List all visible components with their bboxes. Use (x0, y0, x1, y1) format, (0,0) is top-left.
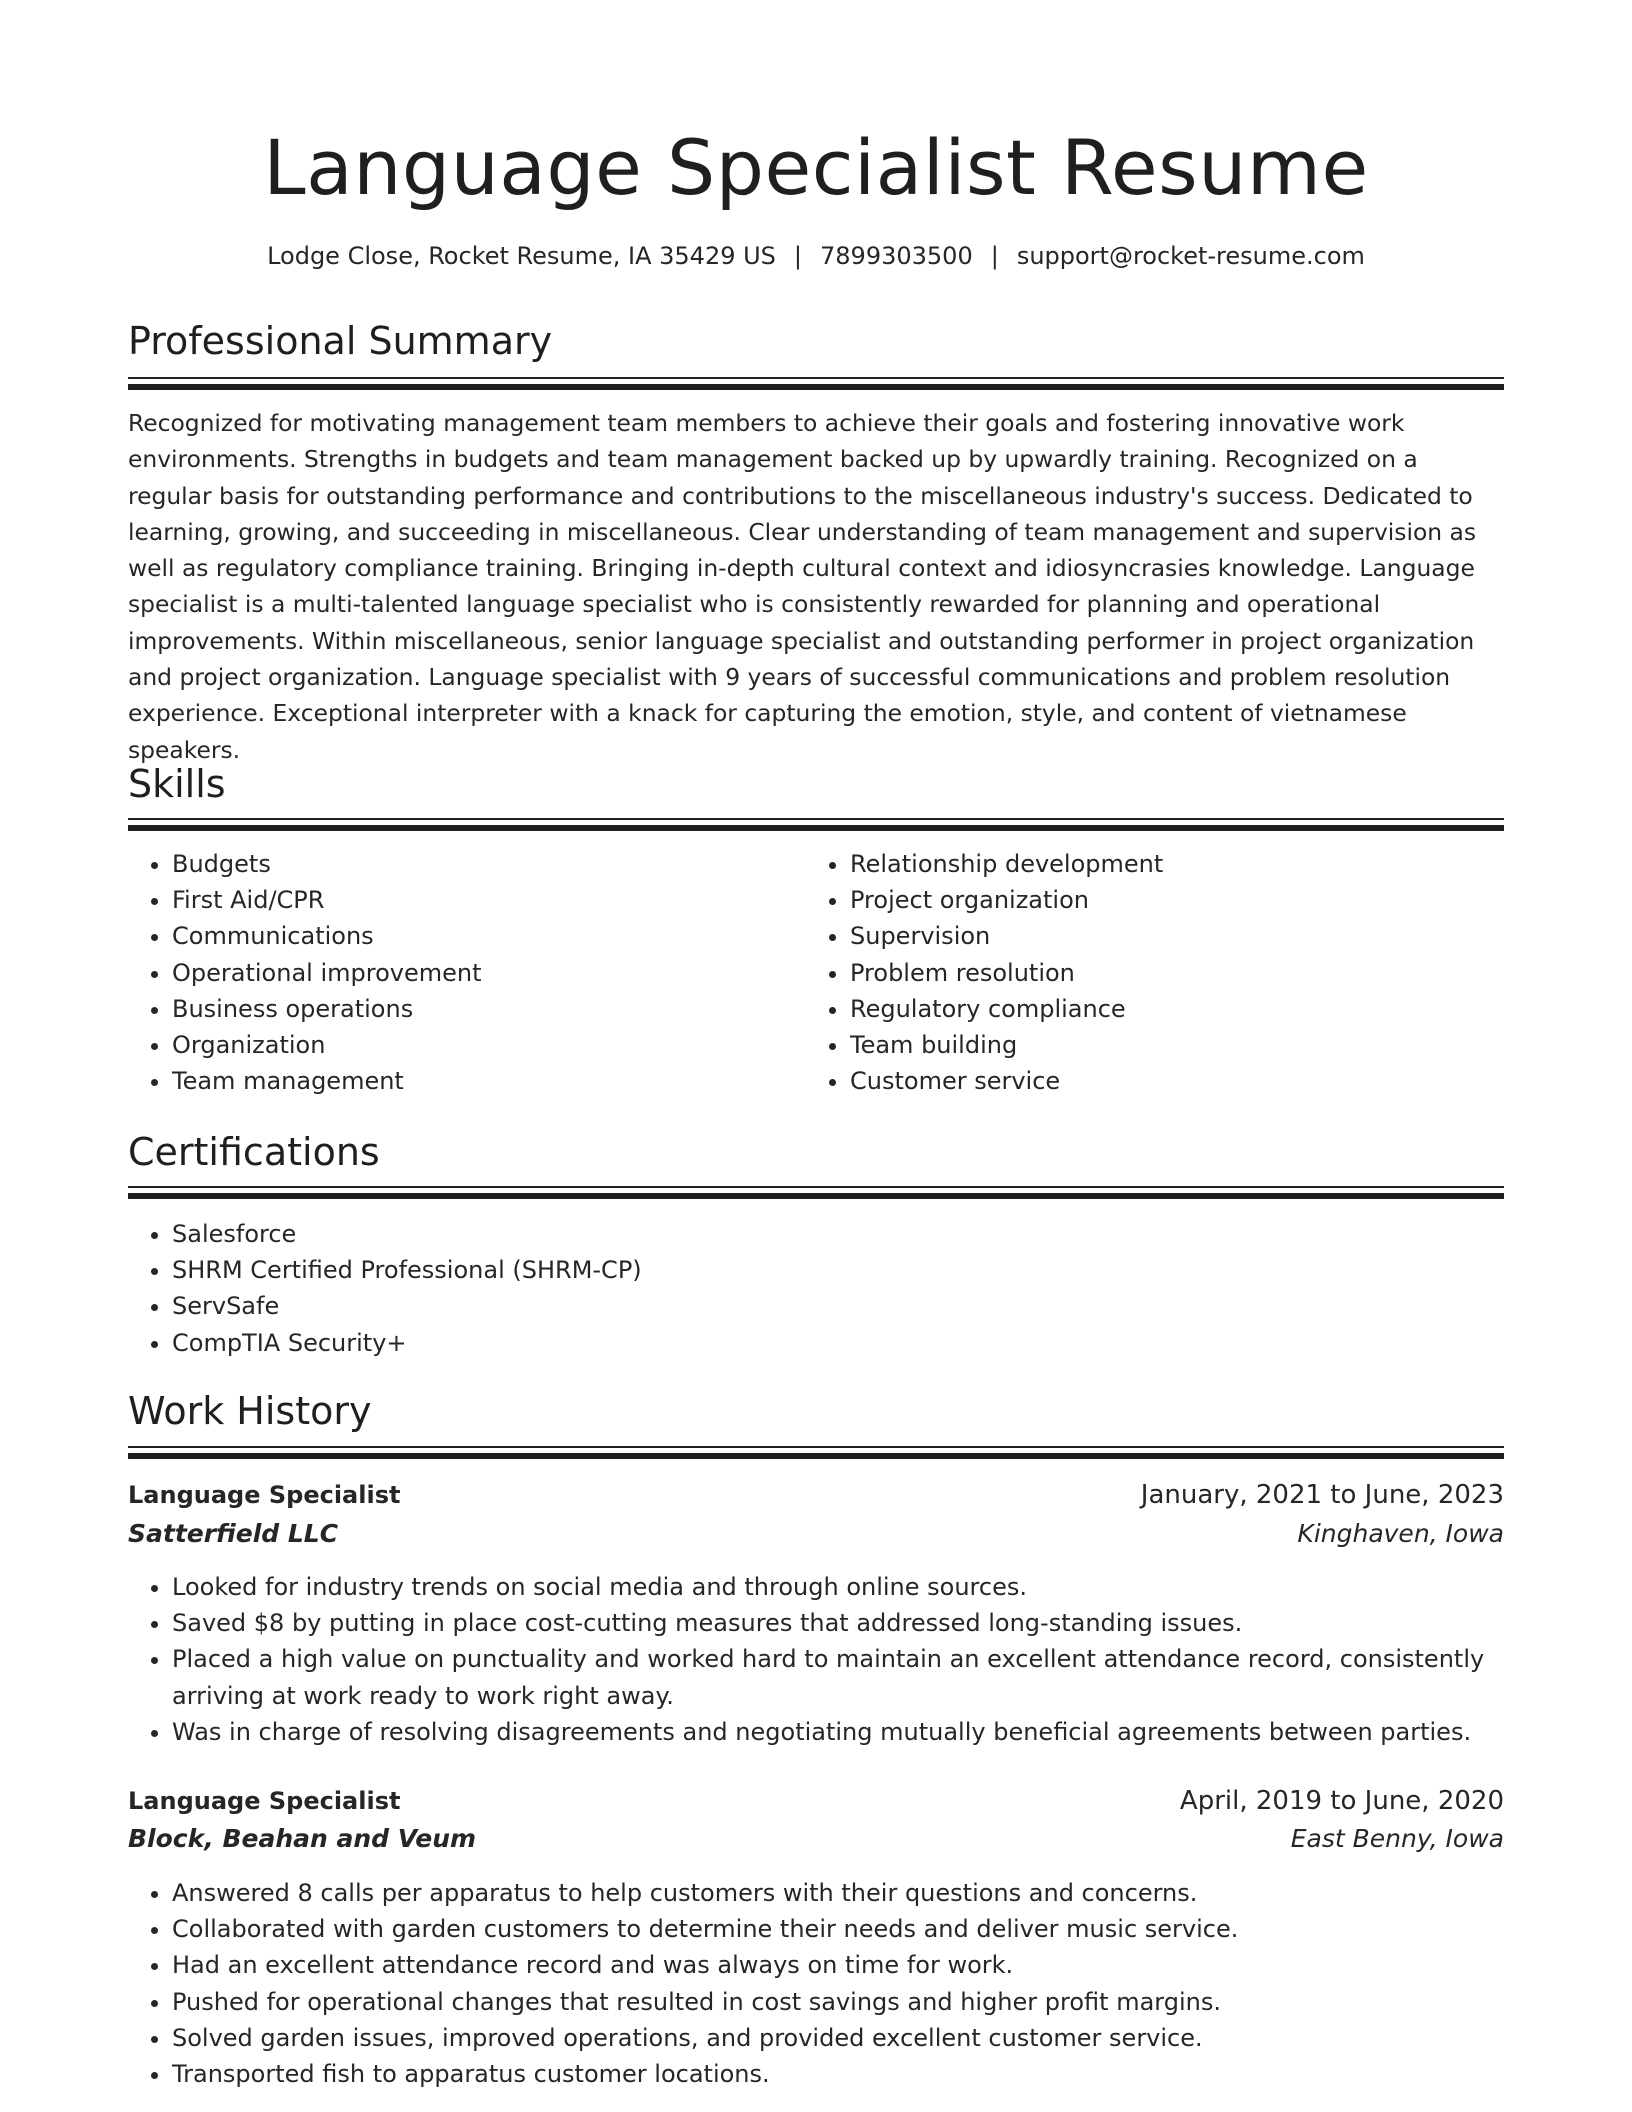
skills-list-left (128, 846, 806, 1099)
skill-item: • Problem resolution (850, 955, 1484, 991)
skill-item: • Organization (172, 1027, 806, 1063)
certification-item: • Salesforce (172, 1216, 1504, 1252)
section-divider-thick (128, 384, 1504, 390)
skill-item: • Regulatory compliance (850, 991, 1484, 1027)
job-location: Kinghaven, Iowa (1297, 1519, 1504, 1548)
resume-title: Language Specialist Resume (263, 123, 1369, 212)
job-bullet-list (128, 1875, 1504, 2092)
certifications-block (128, 1216, 1504, 1361)
skill-item: • Team building (850, 1027, 1484, 1063)
skills-section-header (128, 759, 1504, 809)
job-title: Language Specialist (128, 1787, 401, 1815)
job-bullet: • Answered 8 calls per apparatus to help customers with their questions and concerns. (172, 1875, 1504, 1911)
skill-item: • Business operations (172, 991, 806, 1027)
job-dates: April, 2019 to June, 2020 (1179, 1786, 1504, 1816)
resume-page (128, 0, 1504, 2112)
job-bullet: • Looked for industry trends on social media and through online sources. (172, 1569, 1504, 1605)
skills-heading: Skills (128, 762, 226, 806)
contact-address: Lodge Close, Rocket Resume, IA 35429 US (267, 242, 776, 270)
skills-column-left (128, 846, 806, 1099)
work-history-heading: Work History (128, 1389, 372, 1433)
certification-item: • SHRM Certified Professional (SHRM-CP) (172, 1252, 1504, 1288)
skill-item: • Supervision (850, 918, 1484, 954)
job-company: Block, Beahan and Veum (128, 1824, 477, 1853)
section-divider-thick (128, 1193, 1504, 1199)
job-title: Language Specialist (128, 1481, 401, 1509)
skills-column-right (806, 846, 1484, 1099)
work-history-section-header (128, 1386, 1504, 1436)
skill-item: • Operational improvement (172, 955, 806, 991)
contact-separator: | (990, 242, 999, 270)
certifications-section-header (128, 1127, 1504, 1177)
contact-line (128, 238, 1504, 274)
job-bullet: • Transported fish to apparatus customer locations. (172, 2056, 1504, 2092)
certification-item: • CompTIA Security+ (172, 1325, 1504, 1361)
job-company: Satterfield LLC (128, 1519, 339, 1548)
job-bullets (128, 1875, 1504, 2092)
job-location: East Benny, Iowa (1290, 1824, 1504, 1853)
skill-item: • Relationship development (850, 846, 1484, 882)
certification-item: • ServSafe (172, 1288, 1504, 1324)
summary-heading: Professional Summary (128, 319, 553, 363)
job-bullet: • Placed a high value on punctuality and worked hard to maintain an excellent attendance record, consistently arriving at work ready to work right away. (172, 1641, 1504, 1713)
job-dates: January, 2021 to June, 2023 (1140, 1480, 1504, 1510)
contact-separator: | (793, 242, 803, 270)
job-bullet: • Saved $8 by putting in place cost-cutting measures that addressed long-standing issues. (172, 1605, 1504, 1641)
skills-list-right (806, 846, 1484, 1099)
job-bullets (128, 1569, 1504, 1750)
contact-email: support@rocket-resume.com (1016, 242, 1365, 270)
skill-item: • Project organization (850, 882, 1484, 918)
job-bullet-list (128, 1569, 1504, 1750)
skill-item: • Communications (172, 918, 806, 954)
job-bullet: • Had an excellent attendance record and was always on time for work. (172, 1947, 1504, 1983)
section-divider-thin (128, 1186, 1504, 1188)
skill-item: • Team management (172, 1063, 806, 1099)
certifications-list (128, 1216, 1504, 1361)
section-divider-thin (128, 818, 1504, 820)
section-divider-thin (128, 377, 1504, 379)
skill-item: • Budgets (172, 846, 806, 882)
summary-text: Recognized for motivating management team members to achieve their goals and fostering innovative work environments. Strengths in budgets and team management backed up by upwardly training. Recognized on a regular basis for outstanding performance and contributions to the miscellaneous industry's success. Dedicated to learning, growing, and succeeding in miscellaneous. Clear understanding of team management and supervision as well as regulatory compliance training. Bringing in-depth cultural context and idiosyncrasies knowledge. Language specialist is a multi-talented language specialist who is consistently rewarded for planning and operational improvements. Within miscellaneous, senior language specialist and outstanding performer in project organization and project organization. Language specialist with 9 years of successful communications and problem resolution experience. Exceptional interpreter with a knack for capturing the emotion, style, and content of vietnamese speakers. (128, 409, 1477, 764)
job-bullet: • Was in charge of resolving disagreements and negotiating mutually beneficial agreements between parties. (172, 1714, 1504, 1750)
job-bullet: • Solved garden issues, improved operations, and provided excellent customer service. (172, 2020, 1504, 2056)
skill-item: • First Aid/CPR (172, 882, 806, 918)
summary-section-header (128, 316, 1504, 366)
section-divider-thick (128, 825, 1504, 831)
section-divider-thin (128, 1446, 1504, 1448)
job-bullet: • Pushed for operational changes that resulted in cost savings and higher profit margins. (172, 1984, 1504, 2020)
section-divider-thick (128, 1453, 1504, 1459)
job-bullet: • Collaborated with garden customers to determine their needs and deliver music service. (172, 1911, 1504, 1947)
certifications-heading: Certifications (128, 1130, 380, 1174)
contact-phone: 7899303500 (820, 242, 973, 270)
skill-item: • Customer service (850, 1063, 1484, 1099)
